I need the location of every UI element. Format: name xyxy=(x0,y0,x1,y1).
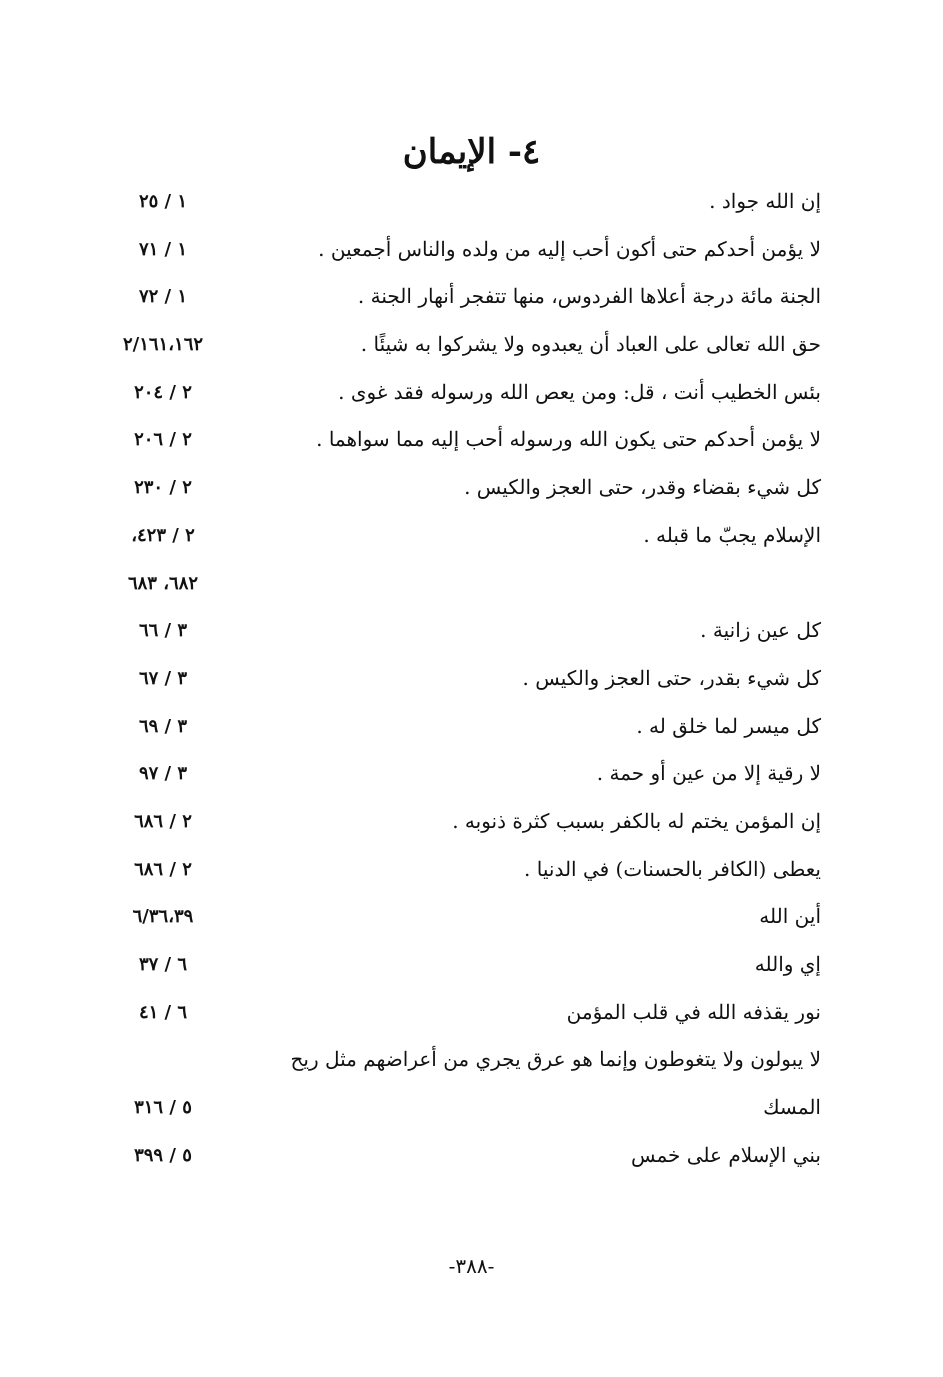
list-item xyxy=(0,1036,943,1084)
list-item xyxy=(0,607,943,655)
list-item xyxy=(0,750,943,798)
volume-page-reference: ٢ / ٢٠٦ xyxy=(134,429,192,451)
hadith-text: إي والله xyxy=(754,952,821,976)
hadith-text: كل شيء بقدر، حتى العجز والكيس . xyxy=(522,665,821,690)
page-number: -٣٨٨- xyxy=(448,1254,495,1278)
list-item xyxy=(0,226,943,274)
list-item xyxy=(0,893,943,941)
volume-page-reference: ٣ / ٦٦ xyxy=(138,620,188,642)
list-item xyxy=(0,321,943,369)
hadith-text: الجنة مائة درجة أعلاها الفردوس، منها تتفجر أنهار الجنة . xyxy=(357,284,821,309)
hadith-text: كل شيء بقضاء وقدر، حتى العجز والكيس . xyxy=(464,475,821,500)
volume-page-reference: ٣ / ٦٩ xyxy=(138,715,188,737)
hadith-text: لا يؤمن أحدكم حتى أكون أحب إليه من ولده والناس أجمعين . xyxy=(318,236,821,261)
volume-page-reference: ٥ / ٣٩٩ xyxy=(134,1144,192,1166)
hadith-text: نور يقذفه الله في قلب المؤمن xyxy=(566,999,821,1024)
list-item xyxy=(0,560,943,608)
list-item xyxy=(0,512,943,560)
volume-page-reference: ٥ / ٣١٦ xyxy=(134,1097,192,1119)
volume-page-reference: ١ / ٢٥ xyxy=(138,191,188,212)
volume-page-reference: ٦ / ٣٧ xyxy=(138,954,188,975)
volume-page-reference: ٦ / ٤١ xyxy=(138,1001,188,1023)
list-item xyxy=(0,798,943,846)
list-item xyxy=(0,464,943,512)
list-item xyxy=(0,989,943,1037)
hadith-text: إن المؤمن يختم له بالكفر بسبب كثرة ذنوبه . xyxy=(452,808,821,833)
volume-page-reference: ٣ / ٦٧ xyxy=(138,667,188,689)
volume-page-reference: ٦/٣٦،٣٩ xyxy=(132,906,194,928)
volume-page-reference: ٣ / ٩٧ xyxy=(138,763,188,785)
hadith-text: الإسلام يجبّ ما قبله . xyxy=(643,522,821,547)
hadith-text: كل ميسر لما خلق له . xyxy=(636,713,821,738)
hadith-text: بني الإسلام على خمس xyxy=(630,1142,821,1167)
list-item xyxy=(0,369,943,417)
volume-page-reference: ٢ / ٢٠٤ xyxy=(134,381,192,403)
hadith-text: لا يؤمن أحدكم حتى يكون الله ورسوله أحب إليه مما سواهما . xyxy=(316,427,821,452)
hadith-text: لا يبولون ولا يتغوطون وإنما هو عرق يجري من أعراضهم مثل ريح xyxy=(290,1047,821,1072)
hadith-text: لا رقية إلا من عين أو حمة . xyxy=(596,761,821,786)
list-item xyxy=(0,1132,943,1180)
volume-page-reference: ٢/١٦١،١٦٢ xyxy=(122,334,204,356)
volume-page-reference: ٢ / ٦٨٦ xyxy=(134,810,192,832)
list-item xyxy=(0,178,943,226)
hadith-text: كل عين زانية . xyxy=(700,618,821,643)
volume-page-reference: ١ / ٧٢ xyxy=(138,286,188,308)
hadith-text: يعطى (الكافر بالحسنات) في الدنيا . xyxy=(524,856,821,881)
hadith-text: حق الله تعالى على العباد أن يعبدوه ولا يشركوا به شيئًا . xyxy=(360,332,821,357)
list-item xyxy=(0,1084,943,1132)
volume-page-reference: ١ / ٧١ xyxy=(138,238,188,260)
volume-page-reference: ٢ / ٤٢٣، xyxy=(131,524,195,546)
hadith-text: إن الله جواد . xyxy=(709,189,821,213)
list-item xyxy=(0,846,943,894)
volume-page-reference: ٢ / ٦٨٦ xyxy=(134,858,192,880)
volume-page-reference: ٦٨٢، ٦٨٣ xyxy=(127,572,199,594)
list-item xyxy=(0,416,943,464)
list-item xyxy=(0,703,943,751)
list-item xyxy=(0,941,943,989)
volume-page-reference: ٢ / ٢٣٠ xyxy=(134,477,192,499)
hadith-text: بئس الخطيب أنت ، قل: ومن يعص الله ورسوله فقد غوى . xyxy=(338,379,821,404)
list-item xyxy=(0,273,943,321)
hadith-index-list xyxy=(0,178,943,1179)
list-item xyxy=(0,655,943,703)
hadith-text: أين الله xyxy=(759,904,821,929)
section-title: ٤- الإيمان xyxy=(402,132,541,172)
hadith-text: المسك xyxy=(763,1095,821,1120)
